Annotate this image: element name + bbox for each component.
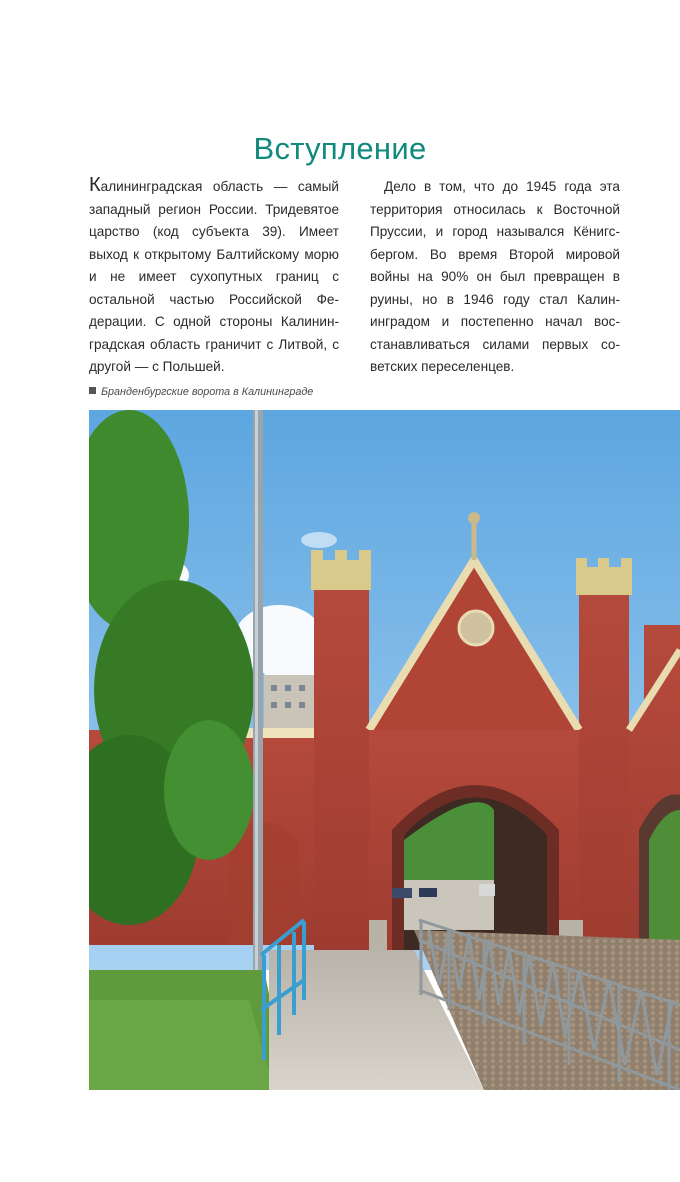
page-title: Вступление [253, 130, 427, 166]
paragraph-left-text: алининградская область — самый западный регион России. Тридевятое царство (код субъекта 39). Имеет выход к открытому Балтийскому морю и не имеет сухопутных границ с остальной частью Российской Федерации. С одной стороны Калининградская область граничит с Литвой, с другой — с Польшей. [89, 179, 339, 374]
paragraph-left [89, 176, 339, 379]
drop-cap: К [89, 174, 101, 196]
paragraph-right: Дело в том, что до 1945 года эта территория относилась к Восточной Пруссии, и город назывался Кёнигсбергом. Во время Второй мировой войны на 90% он был превращен в руины, но в 1946 году стал Калининградом и постепенно начал восстанавливаться силами первых советских переселенцев. [370, 179, 620, 374]
photo-caption [89, 386, 313, 398]
caption-text: Бранденбургские ворота в Калининграде [101, 386, 314, 398]
gable-medallion [459, 611, 493, 645]
photo-brandenburg-gate [89, 410, 680, 1090]
caption-square-icon [89, 387, 96, 394]
